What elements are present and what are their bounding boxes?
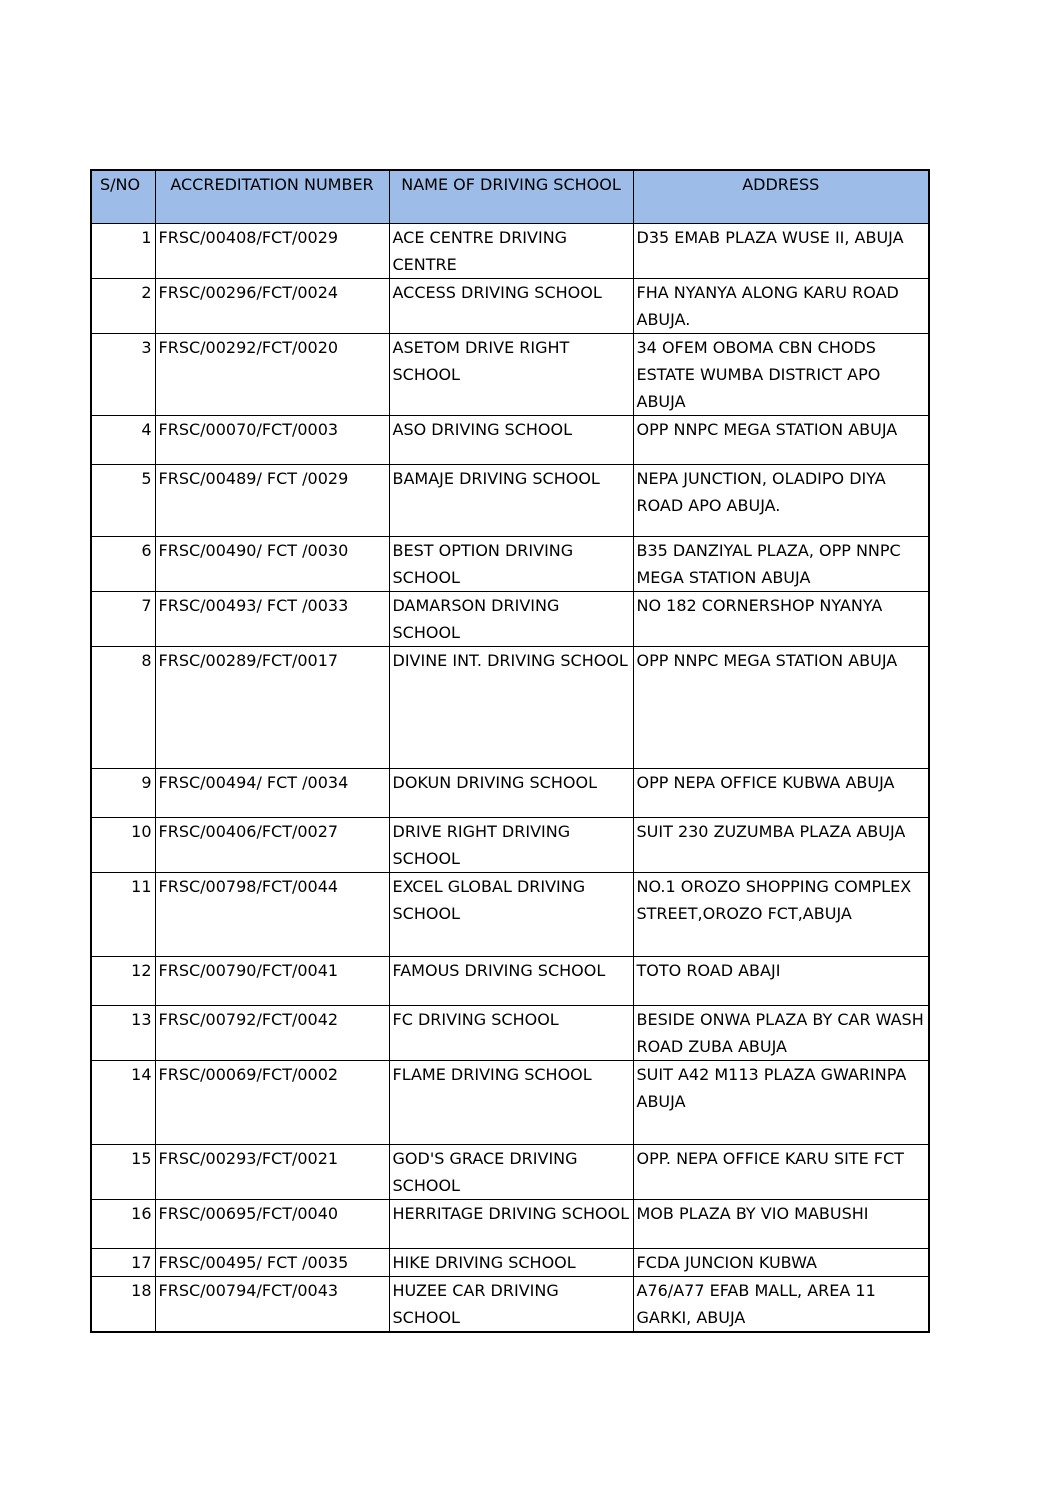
table-body xyxy=(91,224,929,1333)
cell-sno: 11 xyxy=(91,873,155,957)
cell-address: SUIT 230 ZUZUMBA PLAZA ABUJA xyxy=(633,818,929,873)
cell-accreditation-number: FRSC/00289/FCT/0017 xyxy=(155,647,389,769)
cell-accreditation-number: FRSC/00493/ FCT /0033 xyxy=(155,592,389,647)
cell-sno: 15 xyxy=(91,1145,155,1200)
cell-accreditation-number: FRSC/00489/ FCT /0029 xyxy=(155,465,389,537)
cell-sno: 18 xyxy=(91,1277,155,1333)
table-row xyxy=(91,465,929,537)
cell-sno: 16 xyxy=(91,1200,155,1249)
cell-school-name: DRIVE RIGHT DRIVING SCHOOL xyxy=(389,818,633,873)
cell-address: NO.1 OROZO SHOPPING COMPLEX STREET,OROZO FCT,ABUJA xyxy=(633,873,929,957)
cell-address: OPP NNPC MEGA STATION ABUJA xyxy=(633,647,929,769)
table-row xyxy=(91,334,929,416)
cell-address: BESIDE ONWA PLAZA BY CAR WASH ROAD ZUBA ABUJA xyxy=(633,1006,929,1061)
cell-address: TOTO ROAD ABAJI xyxy=(633,957,929,1006)
table-row xyxy=(91,416,929,465)
cell-accreditation-number: FRSC/00494/ FCT /0034 xyxy=(155,769,389,818)
cell-school-name: FAMOUS DRIVING SCHOOL xyxy=(389,957,633,1006)
cell-address: NEPA JUNCTION, OLADIPO DIYA ROAD APO ABUJA. xyxy=(633,465,929,537)
cell-accreditation-number: FRSC/00495/ FCT /0035 xyxy=(155,1249,389,1277)
table-row xyxy=(91,224,929,279)
cell-accreditation-number: FRSC/00490/ FCT /0030 xyxy=(155,537,389,592)
table-row xyxy=(91,1249,929,1277)
cell-address: OPP NNPC MEGA STATION ABUJA xyxy=(633,416,929,465)
cell-sno: 6 xyxy=(91,537,155,592)
cell-address: A76/A77 EFAB MALL, AREA 11 GARKI, ABUJA xyxy=(633,1277,929,1333)
cell-accreditation-number: FRSC/00798/FCT/0044 xyxy=(155,873,389,957)
cell-sno: 4 xyxy=(91,416,155,465)
cell-school-name: BEST OPTION DRIVING SCHOOL xyxy=(389,537,633,592)
cell-school-name: HIKE DRIVING SCHOOL xyxy=(389,1249,633,1277)
cell-school-name: FC DRIVING SCHOOL xyxy=(389,1006,633,1061)
column-header-name: NAME OF DRIVING SCHOOL xyxy=(389,170,633,224)
table-row xyxy=(91,1200,929,1249)
table-row xyxy=(91,279,929,334)
cell-sno: 7 xyxy=(91,592,155,647)
cell-accreditation-number: FRSC/00069/FCT/0002 xyxy=(155,1061,389,1145)
table-row xyxy=(91,1006,929,1061)
cell-school-name: ASO DRIVING SCHOOL xyxy=(389,416,633,465)
cell-address: MOB PLAZA BY VIO MABUSHI xyxy=(633,1200,929,1249)
cell-address: 34 OFEM OBOMA CBN CHODS ESTATE WUMBA DISTRICT APO ABUJA xyxy=(633,334,929,416)
cell-address: OPP NEPA OFFICE KUBWA ABUJA xyxy=(633,769,929,818)
cell-accreditation-number: FRSC/00792/FCT/0042 xyxy=(155,1006,389,1061)
cell-accreditation-number: FRSC/00790/FCT/0041 xyxy=(155,957,389,1006)
cell-school-name: ACCESS DRIVING SCHOOL xyxy=(389,279,633,334)
cell-sno: 5 xyxy=(91,465,155,537)
cell-address: OPP. NEPA OFFICE KARU SITE FCT xyxy=(633,1145,929,1200)
cell-accreditation-number: FRSC/00408/FCT/0029 xyxy=(155,224,389,279)
table-row xyxy=(91,537,929,592)
cell-school-name: BAMAJE DRIVING SCHOOL xyxy=(389,465,633,537)
cell-accreditation-number: FRSC/00070/FCT/0003 xyxy=(155,416,389,465)
cell-sno: 13 xyxy=(91,1006,155,1061)
cell-accreditation-number: FRSC/00296/FCT/0024 xyxy=(155,279,389,334)
cell-school-name: GOD'S GRACE DRIVING SCHOOL xyxy=(389,1145,633,1200)
table-row xyxy=(91,1277,929,1333)
cell-school-name: ASETOM DRIVE RIGHT SCHOOL xyxy=(389,334,633,416)
cell-address: D35 EMAB PLAZA WUSE II, ABUJA xyxy=(633,224,929,279)
cell-sno: 2 xyxy=(91,279,155,334)
table-row xyxy=(91,818,929,873)
cell-accreditation-number: FRSC/00794/FCT/0043 xyxy=(155,1277,389,1333)
table-row xyxy=(91,873,929,957)
cell-sno: 17 xyxy=(91,1249,155,1277)
cell-school-name: FLAME DRIVING SCHOOL xyxy=(389,1061,633,1145)
cell-school-name: HUZEE CAR DRIVING SCHOOL xyxy=(389,1277,633,1333)
cell-sno: 14 xyxy=(91,1061,155,1145)
table-row xyxy=(91,1061,929,1145)
cell-sno: 8 xyxy=(91,647,155,769)
cell-accreditation-number: FRSC/00406/FCT/0027 xyxy=(155,818,389,873)
cell-address: FCDA JUNCION KUBWA xyxy=(633,1249,929,1277)
column-header-address: ADDRESS xyxy=(633,170,929,224)
cell-accreditation-number: FRSC/00293/FCT/0021 xyxy=(155,1145,389,1200)
cell-sno: 12 xyxy=(91,957,155,1006)
cell-address: B35 DANZIYAL PLAZA, OPP NNPC MEGA STATION ABUJA xyxy=(633,537,929,592)
cell-sno: 10 xyxy=(91,818,155,873)
cell-school-name: DIVINE INT. DRIVING SCHOOL xyxy=(389,647,633,769)
column-header-accreditation: ACCREDITATION NUMBER xyxy=(155,170,389,224)
cell-school-name: HERRITAGE DRIVING SCHOOL xyxy=(389,1200,633,1249)
table-row xyxy=(91,592,929,647)
driving-school-table xyxy=(90,169,930,1333)
cell-school-name: EXCEL GLOBAL DRIVING SCHOOL xyxy=(389,873,633,957)
table-row xyxy=(91,769,929,818)
column-header-sno: S/NO xyxy=(91,170,155,224)
cell-sno: 9 xyxy=(91,769,155,818)
table-row xyxy=(91,1145,929,1200)
table-row xyxy=(91,957,929,1006)
cell-school-name: ACE CENTRE DRIVING CENTRE xyxy=(389,224,633,279)
cell-address: NO 182 CORNERSHOP NYANYA xyxy=(633,592,929,647)
cell-accreditation-number: FRSC/00695/FCT/0040 xyxy=(155,1200,389,1249)
table-header xyxy=(91,170,929,224)
cell-school-name: DAMARSON DRIVING SCHOOL xyxy=(389,592,633,647)
cell-sno: 3 xyxy=(91,334,155,416)
cell-address: FHA NYANYA ALONG KARU ROAD ABUJA. xyxy=(633,279,929,334)
header-row xyxy=(91,170,929,224)
cell-address: SUIT A42 M113 PLAZA GWARINPA ABUJA xyxy=(633,1061,929,1145)
cell-accreditation-number: FRSC/00292/FCT/0020 xyxy=(155,334,389,416)
table-row xyxy=(91,647,929,769)
cell-school-name: DOKUN DRIVING SCHOOL xyxy=(389,769,633,818)
cell-sno: 1 xyxy=(91,224,155,279)
